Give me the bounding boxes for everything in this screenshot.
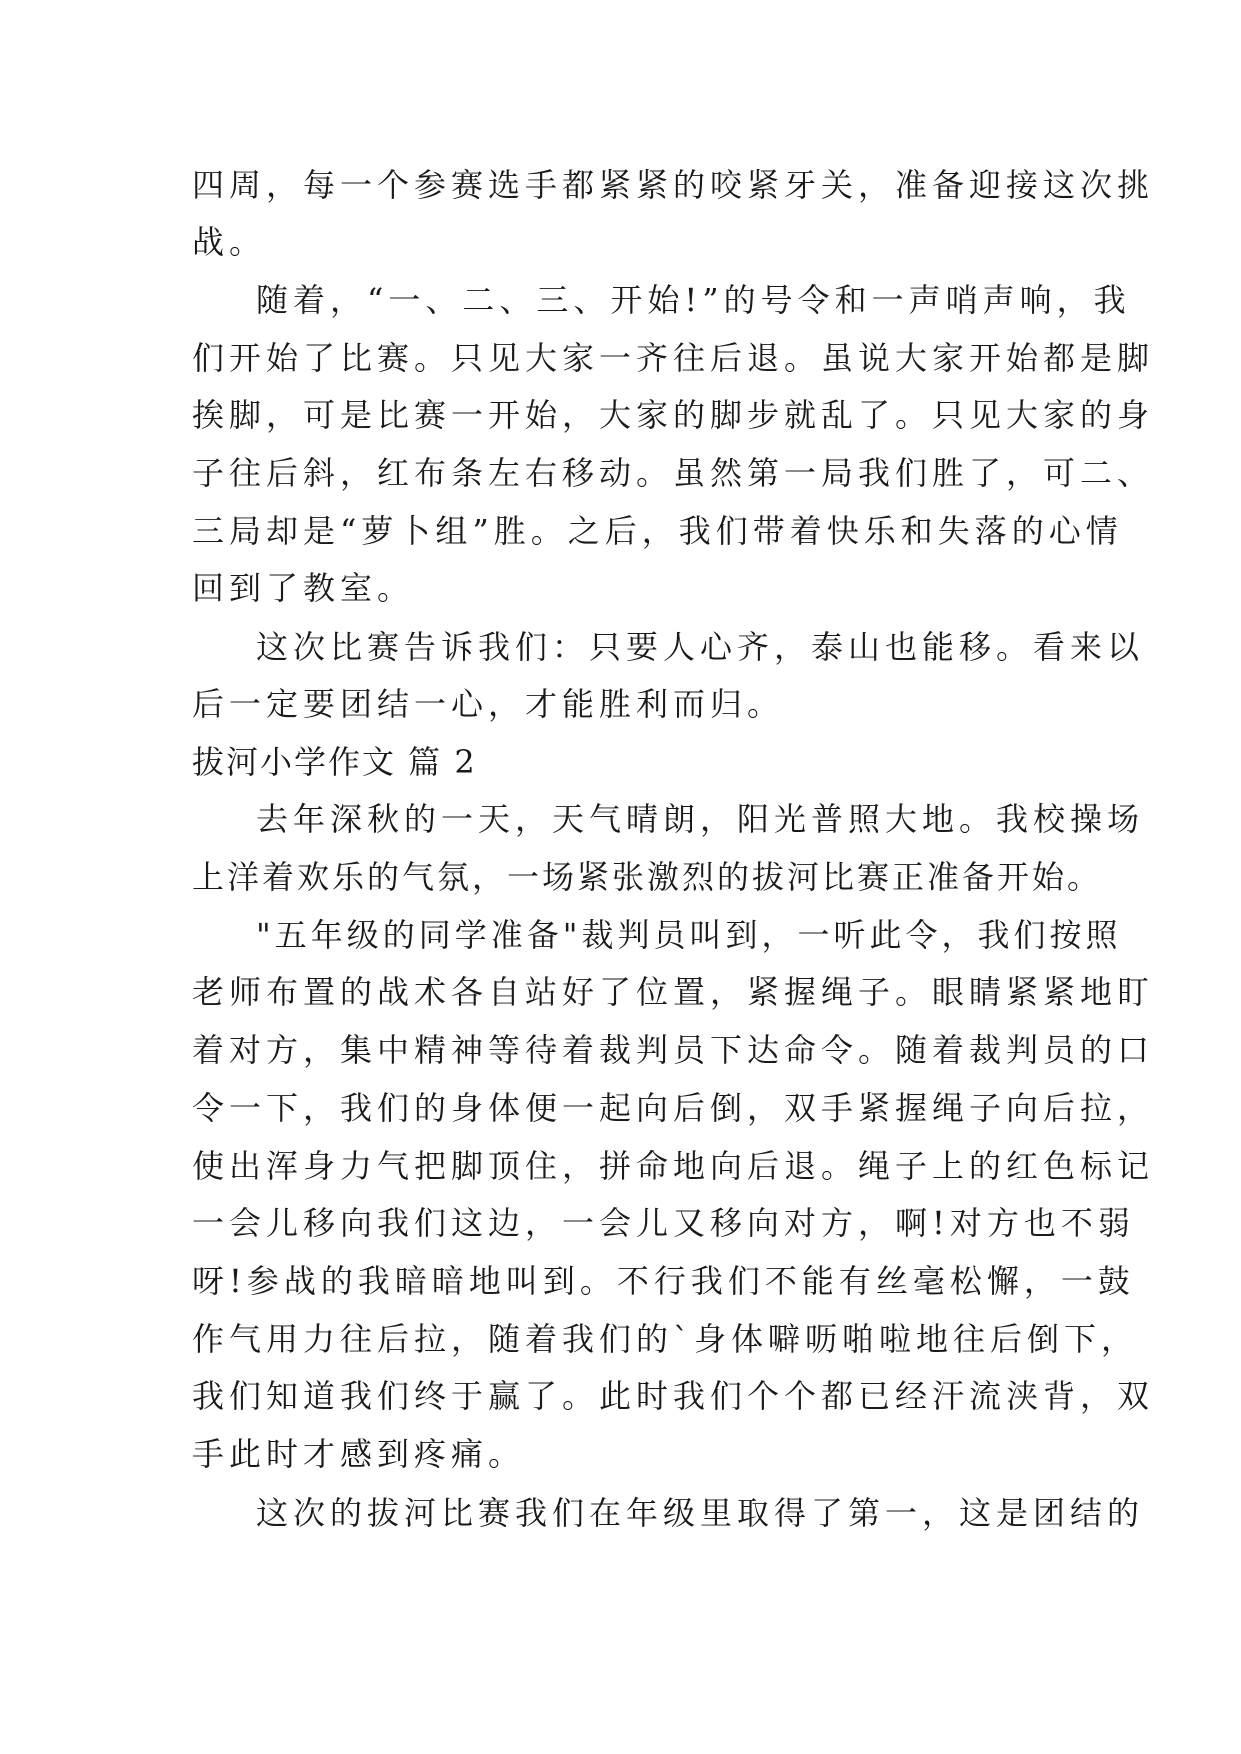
paragraph-start-line: 随着，“一、二、三、开始!”的号令和一声哨声响，我 [256, 281, 1131, 319]
text-line: 手此时才感到疼痛。 [192, 1435, 526, 1473]
text-line: 四周，每一个参赛选手都紧紧的咬紧牙关，准备迎接这次挑 [192, 166, 1155, 204]
paragraph-start-line: 去年深秋的一天，天气晴朗，阳光普照大地。我校操场 [256, 800, 1145, 838]
section-heading: 拔河小学作文 篇 2 [192, 743, 477, 781]
text-line: 们开始了比赛。只见大家一齐往后退。虽说大家开始都是脚 [192, 339, 1155, 377]
text-line: 一会儿移向我们这边，一会儿又移向对方，啊!对方也不弱 [192, 1204, 1135, 1242]
text-line: 回到了教室。 [192, 569, 415, 607]
text-line: 挨脚，可是比赛一开始，大家的脚步就乱了。只见大家的身 [192, 396, 1155, 434]
text-line: 老师布置的战术各自站好了位置，紧握绳子。眼睛紧紧地盯 [192, 973, 1155, 1011]
text-line: 上洋着欢乐的气氛，一场紧张激烈的拔河比赛正准备开始。 [192, 858, 1103, 896]
text-line: 作气用力往后拉，随着我们的`身体噼呖啪啦地往后倒下， [192, 1320, 1139, 1358]
text-line: 呀!参战的我暗暗地叫到。不行我们不能有丝毫松懈，一鼓 [192, 1262, 1135, 1300]
text-line: 使出浑身力气把脚顶住，拼命地向后退。绳子上的红色标记 [192, 1147, 1155, 1185]
text-line: 战。 [192, 223, 267, 261]
paragraph-start-line: "五年级的同学准备"裁判员叫到，一听此令，我们按照 [256, 916, 1122, 954]
text-line: 着对方，集中精神等待着裁判员下达命令。随着裁判员的口 [192, 1031, 1155, 1069]
paragraph-start-line: 这次比赛告诉我们：只要人心齐，泰山也能移。看来以 [256, 628, 1145, 666]
paragraph-start-line: 这次的拔河比赛我们在年级里取得了第一，这是团结的 [256, 1494, 1145, 1532]
text-line: 我们知道我们终于赢了。此时我们个个都已经汗流浃背，双 [192, 1377, 1155, 1415]
text-line: 令一下，我们的身体便一起向后倒，双手紧握绳子向后拉， [192, 1089, 1155, 1127]
text-line: 后一定要团结一心，才能胜利而归。 [192, 685, 785, 723]
text-line: 子往后斜，红布条左右移动。虽然第一局我们胜了，可二、 [192, 454, 1155, 492]
text-line: 三局却是“萝卜组”胜。之后，我们带着快乐和失落的心情 [192, 512, 1123, 550]
